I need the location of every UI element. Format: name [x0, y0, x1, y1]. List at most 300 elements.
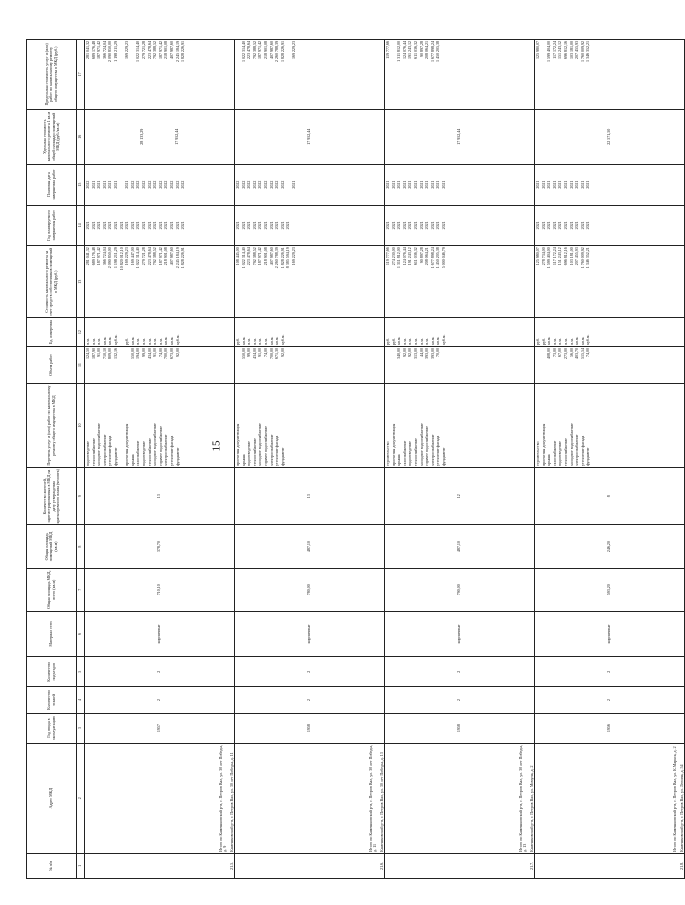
cost-value: 2 260 788,39: [274, 247, 280, 269]
work-item: утепление фасада: [274, 435, 280, 466]
cell-costs: [535, 246, 685, 318]
limit-value: 407 987,60: [268, 41, 274, 59]
limit-value: 1 198 211,29: [112, 41, 118, 62]
area-total: 710,10: [156, 584, 162, 596]
total-label: Итого по Камешковский р-н, г. Петров Вал, ул. К.Маркса, д. 2: [672, 746, 678, 852]
cell-wall: [535, 611, 685, 657]
header-cell: Количество этажей: [27, 687, 77, 713]
unit-value: куб.м.: [112, 334, 118, 345]
cost-value: 407 987,60: [268, 247, 274, 266]
header-cell: Объем работ: [27, 346, 77, 383]
unit-value: п.м.: [568, 338, 574, 345]
unit-value: п.м.: [262, 338, 268, 345]
rotated-table-wrapper: [26, 39, 684, 879]
date-value: 2021: [557, 180, 563, 189]
cell-years: [535, 205, 685, 246]
unit-value: п.м.: [251, 338, 257, 345]
unit-value: п.м.: [401, 338, 407, 345]
column-number: 9: [77, 467, 85, 525]
volume-value: [441, 348, 447, 382]
year-value: 2021: [262, 221, 268, 230]
work-item: теплоснабжение: [412, 438, 418, 466]
volume-value: 194,00: [135, 347, 141, 359]
date-value: 2021: [424, 180, 430, 189]
header-cell: Удельная стоимость капитального ремонта 1 кв.м общей площади помещений МКД (руб./кв.м): [27, 109, 77, 164]
column-number: 10: [77, 384, 85, 468]
date-value: 2022: [246, 180, 252, 189]
year-value: 2021: [85, 221, 90, 230]
cell-year: [535, 713, 685, 743]
year-value: 2021: [251, 221, 257, 230]
header-cell: Год ввода в эксплуатацию: [27, 713, 77, 743]
work-item: фундамент: [440, 447, 446, 466]
cost-value: 187 971,42: [257, 247, 263, 266]
limit-value: 792 388,52: [152, 41, 158, 59]
work-item: строительство: [385, 441, 390, 466]
cell-entrances: [535, 657, 685, 687]
unit-value: п.м.: [418, 338, 424, 345]
unit-cost: 17 952,44: [306, 128, 312, 145]
table-row: [385, 40, 535, 879]
unit-value: кв.м.: [574, 336, 580, 345]
cost-value: 278 734,00: [540, 247, 546, 266]
capital-repair-table: [26, 39, 685, 879]
cell-years: [385, 205, 535, 246]
unit-value: куб.м.: [279, 334, 285, 345]
residents: 12: [456, 494, 462, 499]
cell-year: [235, 713, 385, 743]
volume-value: 92,00: [407, 347, 413, 357]
volume-value: 132,16: [112, 347, 118, 359]
cell-address: [535, 743, 685, 853]
year: 1956: [606, 724, 612, 733]
unit-value: кв.м.: [435, 336, 441, 345]
unit-value: руб.: [535, 338, 540, 345]
header-cell: Адрес МКД: [27, 743, 77, 853]
cost-value: 90 897,28: [418, 247, 424, 264]
date-value: 2021: [107, 180, 113, 189]
unit-value: п.м.: [412, 338, 418, 345]
cell-entrances: [235, 657, 385, 687]
cost-value: 169 447,00: [129, 247, 135, 266]
limit-value: 207 455,93: [574, 41, 580, 59]
date-value: 2021: [96, 180, 102, 189]
date-value: 2021: [579, 180, 585, 189]
volume-value: 671,30: [274, 347, 280, 359]
date-value: 2021: [535, 180, 540, 189]
year-value: 2021: [96, 221, 102, 230]
limit-value: 103 181,00: [568, 41, 574, 59]
cell-residents: [85, 467, 235, 525]
unit-value: руб.: [540, 338, 546, 345]
total-label: Итого по Камешковский р-н, г. Петров Вал, ул. 30 лет Победы, д. 9: [218, 745, 228, 852]
table-row: [235, 40, 385, 879]
date-value: 2022: [174, 180, 180, 189]
year-value: 2021: [180, 221, 186, 230]
volume-value: 74,00: [157, 347, 163, 357]
row-address: Камешковский р-н, г. Петров Вал, ул. 30 лет Победы, д. 13: [378, 752, 384, 852]
residents: 8: [606, 495, 612, 498]
column-number: 5: [77, 657, 85, 687]
entrances: 2: [306, 670, 312, 673]
work-item: электроснабжение: [101, 434, 107, 466]
cell-units: [385, 318, 535, 347]
area-total: 790,00: [456, 584, 462, 596]
cell-units: [535, 318, 685, 347]
date-value: 2021: [540, 180, 546, 189]
cell-year: [385, 713, 535, 743]
column-number: 8: [77, 525, 85, 568]
work-item: электроснабжение: [574, 434, 580, 466]
date-value: 2022: [274, 180, 280, 189]
year-value: 2021: [163, 221, 169, 230]
cost-value: 274 230,00: [390, 247, 396, 266]
cell-address: [235, 743, 385, 853]
volume-value: 393,00: [424, 347, 430, 359]
unit-value: п.м.: [90, 338, 96, 345]
entrances: 2: [456, 670, 462, 673]
cell-residents: [535, 467, 685, 525]
date-value: 2021: [546, 180, 552, 189]
date-value: 2021: [574, 180, 580, 189]
row-address: Камешковский р-н, г. Петров Вал, ул. Ленина, д. 54: [678, 764, 684, 852]
work-item: теплоснабжение: [90, 438, 96, 466]
cost-value: 407 987,60: [168, 247, 174, 266]
header-cell: Общая площадь помещений МКД (кв.м): [27, 525, 77, 568]
cell-area-living: [535, 525, 685, 568]
column-number: 6: [77, 611, 85, 657]
cost-value: 279 721,28: [140, 247, 146, 266]
volume-value: 550,00: [129, 347, 135, 359]
volume-value: 408,00: [546, 347, 552, 359]
year-value: 2021: [274, 221, 280, 230]
limit-value: 125 980,07: [535, 41, 540, 59]
cost-value: 124 076,44: [401, 247, 407, 266]
row-id: 21.7.: [528, 861, 534, 870]
volume-value: 273,00: [562, 347, 568, 359]
wall: кирпичные: [306, 624, 312, 644]
header-cell: Предельная стоимость услуг и (или) работ по капитальному ремонту общего имущества в МКД (руб.): [27, 40, 77, 110]
floors: 2: [456, 698, 462, 701]
year-value: 2021: [557, 221, 563, 230]
limit-value: 2 245 184,19: [174, 41, 180, 62]
limit-value: 281 041,32: [85, 41, 90, 59]
limit-value: 1 450 205,38: [435, 41, 441, 62]
unit-value: куб.м.: [440, 334, 446, 345]
cell-year: [85, 713, 235, 743]
date-value: 2022: [85, 180, 90, 189]
cost-value: 1 599 404,00: [546, 247, 552, 269]
cost-value: 207 455,93: [574, 247, 580, 266]
date-value: 2021: [390, 180, 396, 189]
volume-value: 92,00: [279, 347, 285, 357]
unit-value: кв.м.: [240, 336, 246, 345]
cost-value: 1 022 314,40: [240, 247, 246, 269]
work-item: холодное водоснабжение: [152, 423, 158, 466]
table-body: [85, 40, 685, 879]
cost-value: 117 172,24: [551, 247, 557, 266]
year-value: 2021: [568, 221, 574, 230]
cost-value: 1 760 009,92: [579, 247, 585, 269]
floors: 2: [156, 698, 162, 701]
work-item: фундамент: [174, 447, 180, 466]
work-item: электроснабжение: [429, 434, 435, 466]
cell-dates: [235, 164, 385, 205]
limit-value: 187 971,42: [96, 41, 102, 59]
year-value: 2021: [235, 221, 240, 230]
volume-value: 340,00: [396, 347, 402, 359]
limit-value: 191 243,12: [407, 41, 413, 59]
cell-area-total: [535, 568, 685, 611]
unit-value: руб.: [385, 338, 390, 345]
date-value: 2021: [435, 180, 441, 189]
unit-value: кв.м.: [163, 336, 169, 345]
limit-value: 1 677 898,24: [429, 41, 435, 62]
cell-volumes: [535, 346, 685, 383]
year-value: 2021: [585, 221, 591, 230]
volume-value: 434,00: [146, 347, 152, 359]
cost-value: 218 901,08: [163, 247, 169, 266]
unit-value: кв.м.: [429, 336, 435, 345]
work-item: водоотведение: [140, 441, 146, 466]
cost-value: 108 445,00: [235, 247, 240, 266]
date-value: 2022: [268, 180, 274, 189]
cell-floors: [535, 687, 685, 713]
wall: кирпичные: [156, 624, 162, 644]
work-item: проектная документация: [124, 423, 130, 466]
cost-value: 5 000 046,79: [440, 247, 446, 269]
cell-area-living: [85, 525, 235, 568]
unit-cost: 17 952,44: [456, 128, 462, 145]
page-number: 15: [210, 440, 223, 452]
volume-value: 393,00: [429, 347, 435, 359]
limit-value: 407 987,60: [168, 41, 174, 59]
volume-value: 91,00: [257, 347, 263, 357]
build-date: 2021: [290, 180, 296, 189]
limit-value: 2 260 788,39: [274, 41, 280, 62]
work-item: проектная документация: [540, 423, 546, 466]
limit-value: 187 971,42: [157, 41, 163, 59]
date-value: 2022: [257, 180, 263, 189]
header-cell: Количество жителей, зарегистрированных в МКД на дату утверждения краткосрочного плана (человек): [27, 467, 77, 525]
cell-id: [535, 853, 685, 878]
limit-value: 117 172,24: [551, 41, 557, 59]
work-item: строительство: [535, 441, 540, 466]
build-date: 2021: [124, 180, 130, 189]
date-value: 2021: [90, 180, 96, 189]
volume-value: 700,00: [268, 347, 274, 359]
cell-residents: [385, 467, 535, 525]
cost-value: 1 198 211,29: [112, 247, 118, 269]
volume-value: 91,00: [96, 347, 102, 357]
unit-value: кв.м.: [396, 336, 402, 345]
limit-value: 223 478,64: [146, 41, 152, 59]
volume-value: 313,00: [412, 347, 418, 359]
build-limit: 169 229,23: [290, 41, 296, 59]
volume-value: 99,00: [246, 347, 252, 357]
build-year: 2021: [285, 221, 291, 230]
year-value: 2021: [135, 221, 141, 230]
area-living: 246,20: [606, 541, 612, 553]
cost-value: 103 181,00: [568, 247, 574, 266]
year-value: 2021: [246, 221, 252, 230]
work-item: утепление фасада: [579, 435, 585, 466]
cell-residents: [235, 467, 385, 525]
date-value: 2021: [385, 180, 390, 189]
cell-area-total: [235, 568, 385, 611]
date-value: 2021: [562, 180, 568, 189]
floors: 2: [606, 698, 612, 701]
unit-value: руб.: [235, 338, 240, 345]
work-item: газоснабжение: [135, 440, 141, 466]
unit-value: кв.м.: [579, 336, 585, 345]
volume-value: 403,70: [574, 347, 580, 359]
header-cell: Общая площадь МКД, всего (кв.м): [27, 568, 77, 611]
date-value: 2021: [418, 180, 424, 189]
limit-value: 792 388,52: [251, 41, 257, 59]
unit-value: п.м.: [152, 338, 158, 345]
unit-value: кв.м.: [129, 336, 135, 345]
limit-value: 218 901,08: [163, 41, 169, 59]
cost-value: 223 478,64: [146, 247, 152, 266]
unit-value: кв.м.: [274, 336, 280, 345]
table-row: [535, 40, 685, 879]
cost-value: 1 450 205,38: [435, 247, 441, 269]
floors: 2: [306, 698, 312, 701]
cell-floors: [85, 687, 235, 713]
cell-volumes: [85, 346, 235, 383]
cost-value: 366 724,04: [101, 247, 107, 266]
area-total: 593,20: [606, 584, 612, 596]
entrances: 2: [156, 670, 162, 673]
work-item: крыша: [396, 454, 402, 466]
cell-wall: [385, 611, 535, 657]
work-item: фундамент: [112, 447, 118, 466]
row-id: 21.6.: [378, 861, 384, 870]
cell-area-living: [385, 525, 535, 568]
unit-cost: 22 571,50: [606, 128, 612, 145]
date-value: 2022: [251, 180, 257, 189]
volume-value: 124,50: [85, 347, 90, 359]
volume-value: 67,00: [557, 347, 563, 357]
date-value: 2021: [396, 180, 402, 189]
row-address: Камешковский р-н, г. Петров Вал, ул. Мичуна, д. 2: [528, 765, 534, 852]
cost-value: 1 677 898,24: [429, 247, 435, 269]
year-value: 2021: [168, 221, 174, 230]
volume-value: 74,00: [585, 347, 591, 357]
limit-value: 124 076,44: [401, 41, 407, 59]
year-value: 2021: [390, 221, 396, 230]
cost-total: 10 820 012,10: [118, 247, 124, 271]
entrances: 2: [606, 670, 612, 673]
date-value: 2022: [152, 180, 158, 189]
year-value: 2021: [579, 221, 585, 230]
unit-value: п.м.: [96, 338, 102, 345]
date-value: 2021: [112, 180, 118, 189]
work-item: холодное водоснабжение: [96, 423, 102, 466]
year-value: 2021: [407, 221, 413, 230]
cost-value: 208 064,21: [424, 247, 430, 266]
unit-value: п.м.: [424, 338, 430, 345]
year-value: 2021: [174, 221, 180, 230]
year-total: 2021: [118, 221, 124, 230]
date-value: 2022: [262, 180, 268, 189]
year-value: 2021: [268, 221, 274, 230]
year-value: 2021: [129, 221, 135, 230]
cell-unit-cost: [85, 109, 235, 164]
work-item: горячее водоснабжение: [424, 425, 430, 466]
work-item: холодное водоснабжение: [568, 423, 574, 466]
work-item: горячее водоснабжение: [157, 425, 163, 466]
year: 1958: [306, 724, 312, 733]
cost-value: 1 828 226,91: [180, 247, 186, 269]
cost-value: 1 346 352,21: [585, 247, 591, 269]
cost-value: 151 243,12: [557, 247, 563, 266]
limit-value: 611 036,32: [412, 41, 418, 59]
cost-value: 281 041,32: [85, 247, 90, 266]
cost-value: 689 176,48: [90, 247, 96, 266]
unit-value: п.м.: [557, 338, 563, 345]
column-number: 17: [77, 40, 85, 110]
unit-value: п.м.: [551, 338, 557, 345]
cell-units: [235, 318, 385, 347]
year-value: 2021: [551, 221, 557, 230]
cost-value: 1 828 226,91: [279, 247, 285, 269]
table-row: [85, 40, 235, 879]
cost-value: 191 243,12: [407, 247, 413, 266]
date-value: 2022: [235, 180, 240, 189]
date-value: 2021: [429, 180, 435, 189]
cell-limits: [535, 40, 685, 110]
volume-value: 515,54: [579, 347, 585, 359]
date-value: 2021: [412, 180, 418, 189]
limit-value: 1 760 009,92: [579, 41, 585, 62]
build-limit: 169 229,23: [124, 41, 130, 59]
total-label: Итого по Камешковский р-н, г. Петров Вал, ул. 30 лет Победы, д. 11: [368, 745, 378, 852]
volume-value: 187,90: [90, 347, 96, 359]
build-cost: 169 229,23: [290, 247, 296, 266]
volume-value: 99,00: [140, 347, 146, 357]
date-value: 2021: [568, 180, 574, 189]
year-value: 2021: [540, 221, 546, 230]
work-item: утепление фасада: [435, 435, 441, 466]
date-value: 2021: [551, 180, 557, 189]
unit-value: п.м.: [140, 338, 146, 345]
cost-value: 792 388,52: [152, 247, 158, 266]
date-value: 2022: [279, 180, 285, 189]
cell-entrances: [85, 657, 235, 687]
date-value: 2022: [168, 180, 174, 189]
work-item: теплоснабжение: [146, 438, 152, 466]
column-number: 1: [77, 853, 85, 878]
cost-value: 1 311 812,00: [396, 247, 402, 269]
limit-value: 1 022 314,40: [240, 41, 246, 62]
limit-value: 218 901,08: [262, 41, 268, 59]
cell-limits: [235, 40, 385, 110]
unit-value: п.м.: [157, 338, 163, 345]
cell-works: [385, 384, 535, 468]
column-number: 3: [77, 713, 85, 743]
year-value: 2021: [107, 221, 113, 230]
unit-value: п.м.: [407, 338, 413, 345]
cost-value: 792 388,52: [251, 247, 257, 266]
row-address: Камешковский р-н, г. Петров Вал, ул. 30 лет Победы, д. 11: [228, 752, 234, 852]
unit-value: кв.м.: [546, 336, 552, 345]
date-value: 2022: [163, 180, 169, 189]
limit-value: 1 346 352,21: [585, 41, 591, 62]
year-value: 2021: [412, 221, 418, 230]
volume-value: 74,00: [262, 347, 268, 357]
